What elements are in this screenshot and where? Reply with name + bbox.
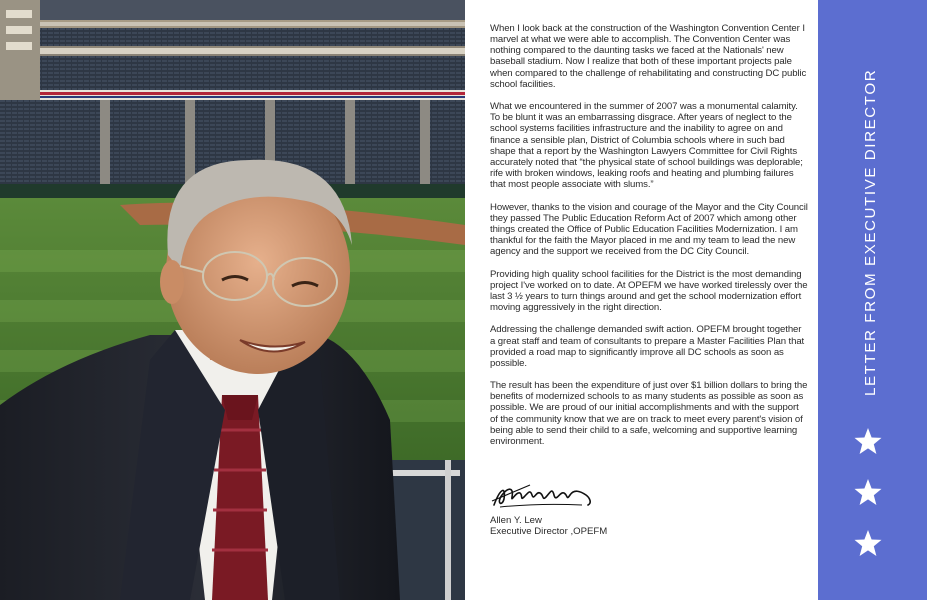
- handwritten-signature: [490, 481, 595, 511]
- star-icon: [853, 427, 883, 457]
- signature-name: Allen Y. Lew: [490, 515, 542, 526]
- letter-paragraph-5: Addressing the challenge demanded swift action. OPEFM brought together a great staff and team of consultants to prepare a Master Facilities Plan that provided a road map to significantly improve all DC schools as soon as possible.: [490, 324, 805, 369]
- letter-body: [490, 23, 808, 458]
- signature-title: Executive Director ,OPEFM: [490, 526, 608, 537]
- sidebar-title: LETTER FROM EXECUTIVE DIRECTOR: [862, 68, 879, 396]
- star-icon: [853, 478, 883, 508]
- star-icon: [853, 529, 883, 559]
- letter-paragraph-2: What we encountered in the summer of 2007 was a monumental calamity. To be blunt it was an embarrassing disgrace. After years of neglect to the school systems facilities infrastructure and the inability to agree on and finance a sensible plan, District of Columbia schools where in such bad shape that a report by the Washington Lawyers Committee for Civil Rights accurately noted that “the physical state of school buildings was deplorable; rife with broken windows, leaking roofs and heating and plumbing failures that most people associate with slums.”: [490, 101, 803, 191]
- letter-paragraph-1: When I look back at the construction of the Washington Convention Center I marvel at what we were able to accomplish. The Convention Center was nothing compared to the daunting tasks we faced at the Nationals' new baseball stadium. Now I realize that both of these important projects pale when compared to the challenge of rehabilitating and constructing DC public school facilities.: [490, 23, 807, 90]
- letter-paragraph-3: However, thanks to the vision and courage of the Mayor and the City Council they passed The Public Education Reform Act of 2007 which among other things created the Office of Public Education Facilities Modernization. I am thankful for the faith the Mayor placed in me and my team to lead the new agency and the support we received from the DC City Council.: [490, 201, 808, 258]
- letter-paragraph-4: Providing high quality school facilities for the District is the most demanding project I've worked on to date. At OPEFM we have worked tirelessly over the last 3 ½ years to turn things around and get the school modernization effort moving aggressively in the right direction.: [490, 268, 808, 313]
- letter-paragraph-6: The result has been the expenditure of just over $1 billion dollars to bring the benefits of modernized schools to as many students as possible as soon as possible. We are proud of our initial accomplishments and with the support of the community know that we are on track to meet every parent's vision of being able to send their child to a safe, welcoming and supportive learning environment.: [490, 380, 808, 447]
